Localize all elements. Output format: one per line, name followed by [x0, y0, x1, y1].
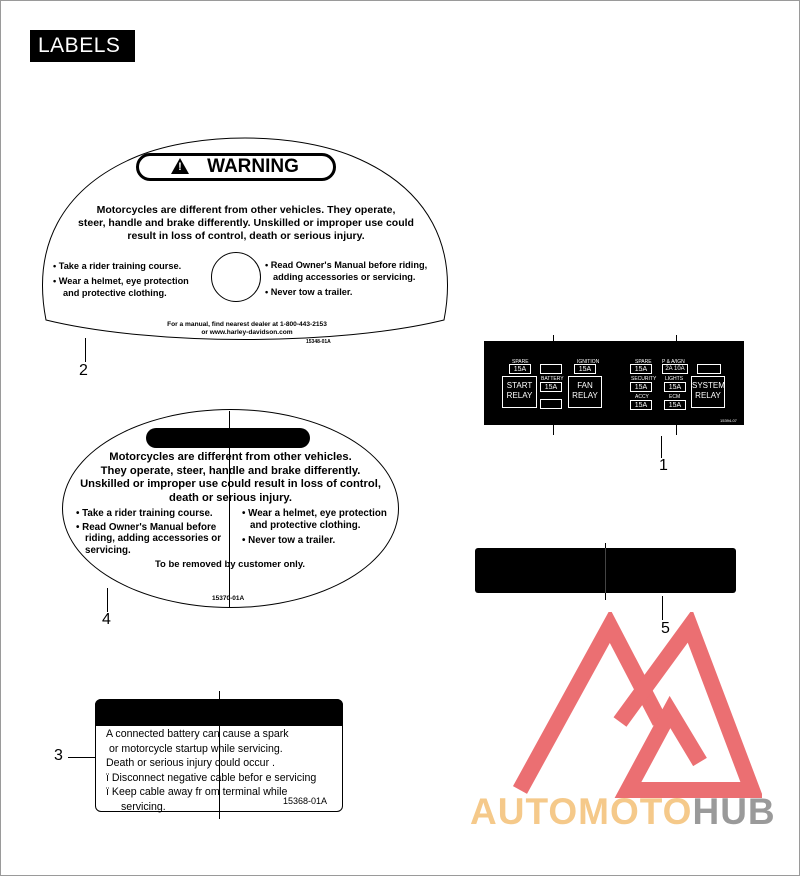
automotohub-logo-icon — [500, 612, 762, 798]
battery-part-number: 15368-01A — [283, 796, 328, 806]
empty-fuse-slot-1 — [540, 364, 562, 374]
lights-label: LIGHTS — [665, 376, 684, 382]
oval-main-text: Motorcycles are different from other vehicles. They operate, steer, handle and brake differently. Unskilled or improper use could result in loss of control, death or serious injury. — [80, 451, 381, 504]
start-relay: START RELAY — [502, 376, 537, 408]
oval-left-bullets: • Take a rider training course. • Read Owner's Manual before riding, adding accessories or servicing. — [76, 508, 222, 556]
empty-fuse-slot-2 — [540, 399, 562, 409]
ignition-label: IGNITION — [577, 359, 600, 365]
spare2-fuse: 15A — [630, 364, 652, 374]
oval-part-number: 15370-01A — [212, 595, 245, 602]
system-relay: SYSTEM RELAY — [691, 376, 725, 408]
battery-label-text: A connected battery can cause a spark or motorcycle startup while servicing. Death or serious injury could occur . ï Disconnect negative cable befor e servicing ï Keep cable away fr om terminal while servicing. — [106, 728, 317, 813]
warning-main-text: Motorcycles are different from other vehicles. They operate, steer, handle and brake differently. Unskilled or improper use could result in loss of control, death or serious injury. — [78, 204, 414, 242]
callout-1-leader — [661, 436, 662, 458]
warning-footer: For a manual, find nearest dealer at 1-800-443-2153 or www.harley-davidson.com — [167, 321, 327, 336]
callout-4-leader — [107, 588, 108, 612]
warning-left-bullets: • Take a rider training course. • Wear a helmet, eye protection and protective clothing. — [53, 261, 189, 298]
callout-5: 5 — [661, 620, 670, 637]
warning-part-number: 15348-01A — [306, 339, 331, 345]
bar-label-center-line — [605, 548, 606, 593]
warning-circle — [211, 252, 261, 302]
p-and-a-fuse: 2A 10A — [662, 364, 688, 374]
spare2-label: SPARE — [635, 359, 652, 365]
spare1-fuse: 15A — [509, 364, 531, 374]
battery-fuse: 15A — [540, 382, 562, 392]
lights-fuse: 15A — [664, 382, 686, 392]
spare1-label: SPARE — [512, 359, 529, 365]
accy-label: ACCY — [635, 394, 649, 400]
callout-3-leader — [68, 757, 95, 758]
fuse-panel-label — [484, 341, 744, 425]
ecm-label: ECM — [669, 394, 681, 400]
fuse-panel-part-number: 15394-07 — [720, 418, 737, 423]
callout-2-leader — [85, 338, 86, 362]
oval-footer: To be removed by customer only. — [154, 559, 306, 570]
battery-label: BATTERY — [541, 376, 564, 382]
oval-title-bar — [146, 428, 310, 448]
exclamation-icon: ! — [178, 161, 182, 173]
callout-3: 3 — [54, 747, 63, 764]
p-and-a-label: P & A/IGN — [662, 359, 685, 365]
fan-relay: FAN RELAY — [568, 376, 602, 408]
callout-1: 1 — [659, 457, 668, 474]
ecm-fuse: 15A — [664, 400, 686, 410]
section-title: LABELS — [30, 30, 135, 62]
warning-title: WARNING — [207, 156, 299, 177]
watermark-text: AUTOMOTOHUB — [470, 791, 776, 832]
callout-4: 4 — [102, 611, 111, 628]
oval-right-bullets: • Wear a helmet, eye protection and protective clothing. • Never tow a trailer. — [242, 508, 387, 546]
accy-fuse: 15A — [630, 400, 652, 410]
ignition-fuse: 15A — [574, 364, 596, 374]
security-fuse: 15A — [630, 382, 652, 392]
warning-right-bullets: • Read Owner's Manual before riding, adding accessories or servicing. • Never tow a trailer. — [265, 260, 428, 297]
empty-fuse-slot-3 — [697, 364, 721, 374]
callout-2: 2 — [79, 362, 88, 379]
security-label: SECURITY — [631, 376, 657, 382]
